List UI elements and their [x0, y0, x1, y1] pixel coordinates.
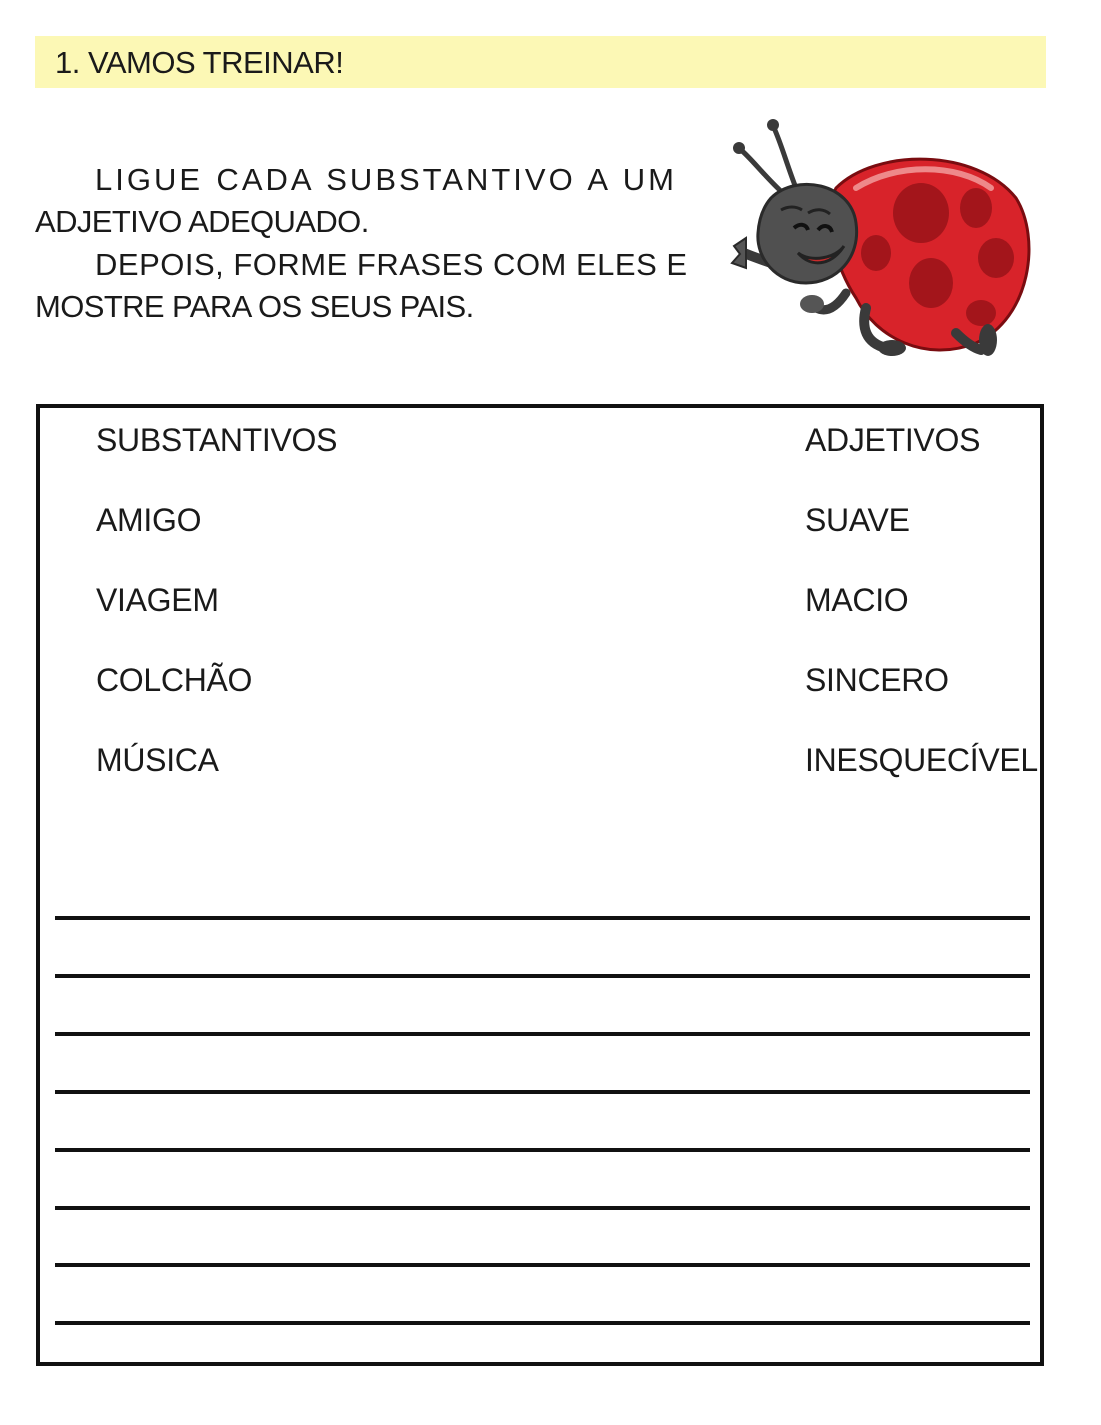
- writing-line[interactable]: [55, 1206, 1030, 1210]
- adjective-item: MACIO: [805, 582, 909, 618]
- instruction-paragraph-2: [35, 244, 688, 328]
- writing-line[interactable]: [55, 1321, 1030, 1325]
- instruction-line: LIGUE CADA SUBSTANTIVO A UM: [95, 162, 677, 197]
- writing-line[interactable]: [55, 974, 1030, 978]
- substantivos-header: SUBSTANTIVOS: [96, 422, 338, 458]
- ladybug-icon: [726, 118, 1034, 360]
- writing-line[interactable]: [55, 1148, 1030, 1152]
- writing-line[interactable]: [55, 1090, 1030, 1094]
- adjective-item: SINCERO: [805, 662, 949, 698]
- instruction-line: ADJETIVO ADEQUADO.: [35, 204, 369, 239]
- writing-line[interactable]: [55, 1032, 1030, 1036]
- adjective-item: INESQUECÍVEL: [805, 742, 1038, 778]
- title-banner: [35, 36, 1046, 88]
- instruction-line: MOSTRE PARA OS SEUS PAIS.: [35, 289, 474, 324]
- instruction-line: DEPOIS, FORME FRASES COM ELES E: [95, 247, 688, 282]
- noun-item: COLCHÃO: [96, 662, 253, 698]
- noun-item: VIAGEM: [96, 582, 219, 618]
- noun-item: MÚSICA: [96, 742, 219, 778]
- writing-line[interactable]: [55, 1263, 1030, 1267]
- noun-item: AMIGO: [96, 502, 202, 538]
- instruction-paragraph-1: [35, 159, 677, 243]
- adjetivos-header: ADJETIVOS: [805, 422, 981, 458]
- exercise-title: 1. VAMOS TREINAR!: [55, 45, 344, 80]
- adjective-item: SUAVE: [805, 502, 910, 538]
- exercise-box: [36, 404, 1044, 1366]
- writing-line[interactable]: [55, 916, 1030, 920]
